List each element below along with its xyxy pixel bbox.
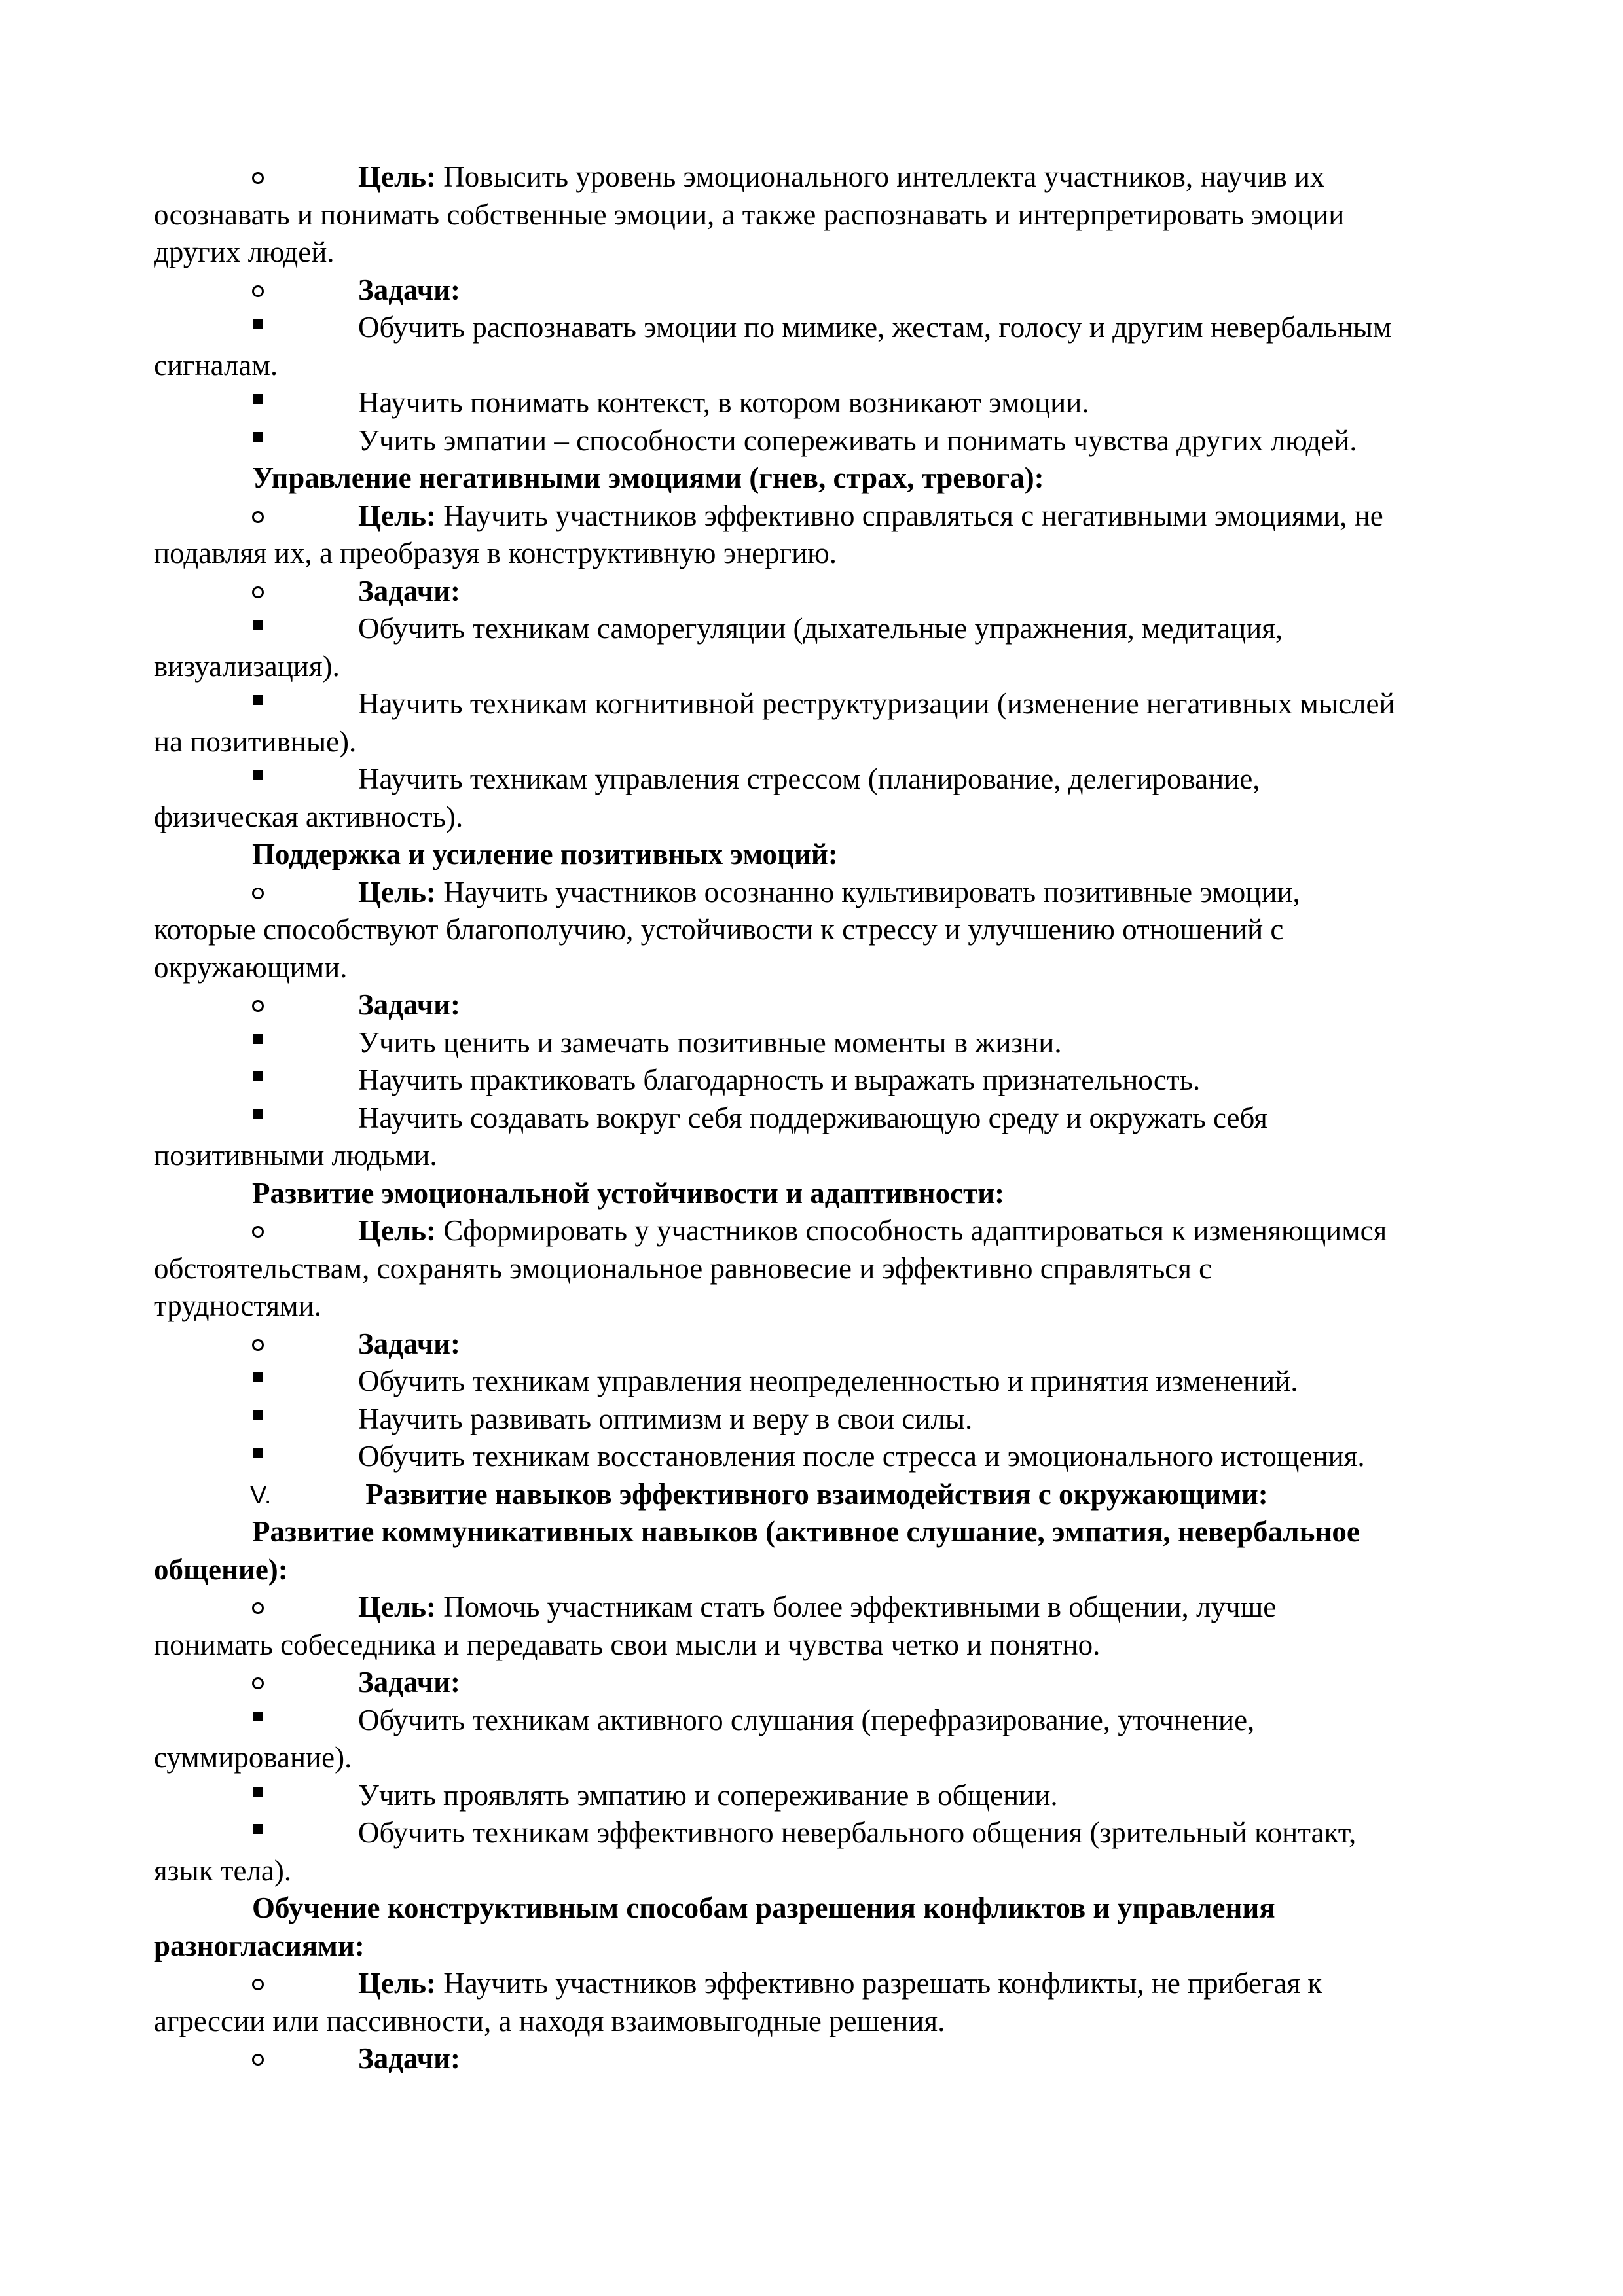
- text-line: [154, 874, 1535, 912]
- text-run: Научить участников эффективно разрешать конфликты, не прибегая к: [436, 1967, 1322, 2000]
- square-bullet-icon: [253, 1372, 263, 1382]
- text-line: [154, 1890, 1535, 1928]
- text-line: [154, 573, 1535, 611]
- text-line: [154, 309, 1535, 347]
- text-run: Помочь участникам стать более эффективными в общении, лучше: [436, 1590, 1277, 1623]
- square-bullet-icon: [253, 770, 263, 780]
- text-line: [154, 1100, 1535, 1138]
- text-line: [154, 535, 1535, 573]
- text-run: разногласиями:: [154, 1929, 365, 1962]
- text-line: [154, 798, 1535, 836]
- circle-bullet-icon: [252, 1979, 264, 1990]
- text-line: [154, 761, 1535, 798]
- text-line: [154, 1250, 1535, 1288]
- square-bullet-icon: [253, 319, 263, 329]
- text-line: [154, 158, 1535, 196]
- text-line: [154, 1814, 1535, 1852]
- text-line: [154, 1928, 1535, 1965]
- text-line: [154, 1325, 1535, 1363]
- text-line: [154, 1401, 1535, 1439]
- text-line: [154, 911, 1535, 949]
- text-run: Развитие навыков эффективного взаимодействия с окружающими:: [358, 1477, 1268, 1511]
- text-line: [154, 1212, 1535, 1250]
- text-line: [154, 1062, 1535, 1100]
- text-line: [154, 422, 1535, 460]
- document-body: [154, 158, 1535, 2078]
- text-line: [154, 1024, 1535, 1062]
- text-line: [154, 1965, 1535, 2003]
- square-bullet-icon: [253, 1824, 263, 1834]
- square-bullet-icon: [253, 1410, 263, 1420]
- text-run: Цель:: [358, 1214, 437, 1247]
- text-run: позитивными людьми.: [154, 1139, 437, 1172]
- text-run: Цель:: [358, 875, 437, 908]
- text-run: Сформировать у участников способность адаптироваться к изменяющимся: [436, 1214, 1387, 1247]
- text-run: Научить участников осознанно культивировать позитивные эмоции,: [436, 875, 1300, 908]
- text-run: Поддержка и усиление позитивных эмоций:: [252, 838, 838, 870]
- circle-bullet-icon: [252, 888, 264, 899]
- text-run: Обучить техникам саморегуляции (дыхательные упражнения, медитация,: [358, 612, 1283, 645]
- text-run: визуализация).: [154, 649, 340, 683]
- text-line: [154, 836, 1535, 874]
- text-line: [154, 459, 1535, 497]
- text-line: [154, 1175, 1535, 1213]
- square-bullet-icon: [253, 394, 263, 404]
- text-line: [154, 272, 1535, 310]
- square-bullet-icon: [253, 1787, 263, 1797]
- text-run: Цель:: [358, 1590, 437, 1623]
- text-line: [154, 1852, 1535, 1890]
- text-run: трудностями.: [154, 1289, 321, 1322]
- text-run: которые способствуют благополучию, устойчивости к стрессу и улучшению отношений с: [154, 913, 1284, 946]
- text-run: Цель:: [358, 160, 437, 193]
- text-run: Обучить распознавать эмоции по мимике, жестам, голосу и другим невербальным: [358, 311, 1392, 344]
- circle-bullet-icon: [252, 172, 264, 184]
- text-line: [154, 1664, 1535, 1702]
- square-bullet-icon: [253, 1034, 263, 1044]
- text-line: [154, 196, 1535, 234]
- text-line: [154, 497, 1535, 535]
- text-line: [154, 1137, 1535, 1175]
- circle-bullet-icon: [252, 1677, 264, 1689]
- text-run: Задачи:: [358, 273, 461, 306]
- text-run: Управление негативными эмоциями (гнев, страх, тревога):: [252, 461, 1044, 494]
- circle-bullet-icon: [252, 2054, 264, 2066]
- text-line: [154, 1588, 1535, 1626]
- text-run: Задачи:: [358, 1327, 461, 1360]
- text-run: Научить участников эффективно справляться с негативными эмоциями, не: [436, 499, 1383, 532]
- square-bullet-icon: [253, 620, 263, 630]
- text-line: [154, 1438, 1535, 1476]
- text-line: [154, 685, 1535, 723]
- text-run: Обучить техникам управления неопределенностью и принятия изменений.: [358, 1365, 1298, 1397]
- text-run: понимать собеседника и передавать свои мысли и чувства четко и понятно.: [154, 1628, 1101, 1661]
- text-line: [154, 1777, 1535, 1815]
- text-run: Обучить техникам активного слушания (перефразирование, уточнение,: [358, 1703, 1255, 1736]
- text-run: язык тела).: [154, 1854, 292, 1887]
- text-run: Научить понимать контекст, в котором возникают эмоции.: [358, 386, 1089, 419]
- square-bullet-icon: [253, 1071, 263, 1081]
- text-run: сигналам.: [154, 348, 278, 382]
- text-run: Обучить техникам восстановления после стресса и эмоционального истощения.: [358, 1440, 1365, 1473]
- text-run: Учить проявлять эмпатию и сопереживание в общении.: [358, 1778, 1058, 1812]
- text-run: Научить создавать вокруг себя поддерживающую среду и окружать себя: [358, 1101, 1267, 1134]
- text-line: [154, 234, 1535, 272]
- text-run: Научить развивать оптимизм и веру в свои силы.: [358, 1402, 973, 1435]
- text-run: Задачи:: [358, 988, 461, 1021]
- text-run: Научить техникам управления стрессом (планирование, делегирование,: [358, 762, 1260, 795]
- text-line: [154, 648, 1535, 686]
- square-bullet-icon: [253, 1448, 263, 1458]
- text-line: [154, 1513, 1535, 1551]
- square-bullet-icon: [253, 432, 263, 442]
- text-run: Задачи:: [358, 2042, 461, 2075]
- text-line: [154, 347, 1535, 385]
- circle-bullet-icon: [252, 1226, 264, 1238]
- text-line: [154, 1287, 1535, 1325]
- text-line: [154, 986, 1535, 1024]
- text-run: общение):: [154, 1552, 288, 1586]
- text-run: Обучение конструктивным способам разрешения конфликтов и управления: [252, 1892, 1275, 1924]
- text-line: [154, 949, 1535, 987]
- square-bullet-icon: [253, 695, 263, 705]
- text-run: Развитие коммуникативных навыков (активное слушание, эмпатия, невербальное: [252, 1515, 1360, 1548]
- roman-numeral-marker: V.: [250, 1481, 272, 1509]
- text-line: [154, 1702, 1535, 1740]
- text-run: Задачи:: [358, 574, 461, 607]
- text-line: [154, 610, 1535, 648]
- text-line: [154, 1739, 1535, 1777]
- text-line: [154, 1476, 1535, 1514]
- text-run: Цель:: [358, 499, 437, 532]
- text-line: [154, 723, 1535, 761]
- text-run: Обучить техникам эффективного невербального общения (зрительный контакт,: [358, 1816, 1357, 1849]
- circle-bullet-icon: [252, 511, 264, 523]
- circle-bullet-icon: [252, 586, 264, 598]
- square-bullet-icon: [253, 1109, 263, 1119]
- text-run: Задачи:: [358, 1666, 461, 1698]
- text-run: Развитие эмоциональной устойчивости и адаптивности:: [252, 1176, 1005, 1210]
- square-bullet-icon: [253, 1712, 263, 1721]
- text-run: обстоятельствам, сохранять эмоциональное равновесие и эффективно справляться с: [154, 1251, 1213, 1285]
- text-run: окружающими.: [154, 950, 348, 984]
- text-run: других людей.: [154, 236, 335, 268]
- text-run: Повысить уровень эмоционального интеллекта участников, научив их: [436, 160, 1325, 193]
- text-run: Учить ценить и замечать позитивные моменты в жизни.: [358, 1026, 1062, 1059]
- circle-bullet-icon: [252, 1000, 264, 1012]
- text-line: [154, 1551, 1535, 1589]
- text-line: [154, 1363, 1535, 1401]
- text-run: подавляя их, а преобразуя в конструктивную энергию.: [154, 537, 837, 569]
- text-line: [154, 2003, 1535, 2041]
- circle-bullet-icon: [252, 1602, 264, 1614]
- circle-bullet-icon: [252, 1339, 264, 1351]
- text-run: агрессии или пассивности, а находя взаимовыгодные решения.: [154, 2004, 945, 2037]
- text-line: [154, 384, 1535, 422]
- text-run: Научить практиковать благодарность и выражать признательность.: [358, 1064, 1201, 1096]
- circle-bullet-icon: [252, 285, 264, 297]
- text-run: Научить техникам когнитивной реструктуризации (изменение негативных мыслей: [358, 687, 1395, 720]
- text-run: на позитивные).: [154, 725, 357, 758]
- text-line: [154, 2040, 1535, 2078]
- text-run: Цель:: [358, 1967, 437, 2000]
- text-run: суммирование).: [154, 1741, 352, 1774]
- text-run: физическая активность).: [154, 800, 464, 833]
- text-line: [154, 1626, 1535, 1664]
- text-run: осознавать и понимать собственные эмоции, а также распознавать и интерпретировать эмоции: [154, 198, 1345, 231]
- text-run: Учить эмпатии – способности сопереживать и понимать чувства других людей.: [358, 423, 1357, 457]
